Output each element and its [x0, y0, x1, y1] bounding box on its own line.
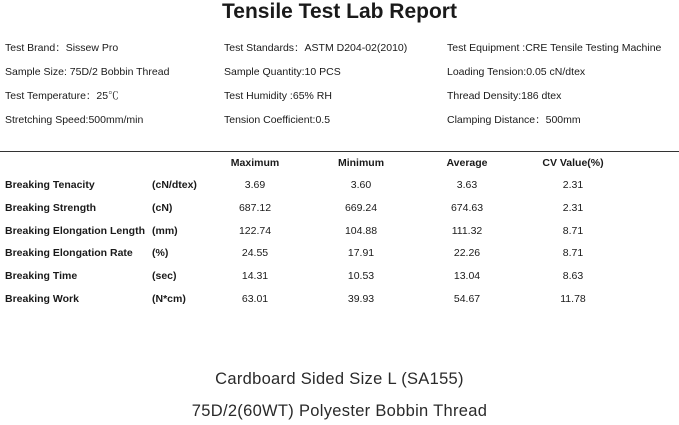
- test-parameters: [5, 41, 675, 137]
- cell-maximum: 14.31: [241, 270, 269, 283]
- spec-clamping-distance: Clamping Distance：500mm: [447, 114, 581, 126]
- cell-cv-value: 2.31: [562, 179, 584, 192]
- table-row: [0, 287, 648, 310]
- row-label: Breaking Tenacity: [5, 179, 95, 192]
- cell-maximum: 3.69: [244, 179, 266, 192]
- table-row: [0, 197, 648, 220]
- cell-maximum: 24.55: [241, 247, 269, 260]
- spec-thread-density: Thread Density:186 dtex: [447, 90, 562, 102]
- cell-average: 22.26: [453, 247, 481, 260]
- header-maximum: Maximum: [230, 157, 280, 169]
- header-minimum: Minimum: [337, 157, 385, 169]
- spec-stretching-speed: Stretching Speed:500mm/min: [5, 114, 144, 126]
- row-unit: (sec): [152, 270, 177, 283]
- cell-average: 54.67: [453, 292, 481, 305]
- row-label: Breaking Work: [5, 292, 79, 305]
- cell-minimum: 10.53: [347, 270, 375, 283]
- header-unit: [152, 152, 224, 174]
- spec-test-brand: Test Brand：Sissew Pro: [5, 42, 119, 54]
- spec-sample-size: Sample Size: 75D/2 Bobbin Thread: [5, 66, 170, 78]
- spec-test-standards: Test Standards：ASTM D204-02(2010): [224, 42, 408, 54]
- cell-cv-value: 8.71: [562, 224, 584, 237]
- cell-average: 111.32: [451, 224, 483, 237]
- cell-average: 13.04: [453, 270, 481, 283]
- product-name-line: Cardboard Sided Size L (SA155): [215, 370, 464, 388]
- header-cv-value: CV Value(%): [542, 157, 604, 169]
- table-row: [0, 219, 648, 242]
- cell-minimum: 104.88: [344, 224, 378, 237]
- cell-minimum: 669.24: [344, 202, 378, 215]
- cell-maximum: 63.01: [241, 292, 269, 305]
- results-table: [0, 152, 648, 310]
- row-unit: (cN/dtex): [152, 179, 197, 192]
- row-unit: (cN): [152, 202, 173, 215]
- cell-cv-value: 8.71: [562, 247, 584, 260]
- cell-maximum: 687.12: [238, 202, 272, 215]
- cell-average: 3.63: [456, 179, 478, 192]
- table-row: [0, 174, 648, 197]
- row-label: Breaking Elongation Rate: [5, 247, 133, 260]
- spec-test-humidity: Test Humidity :65% RH: [224, 90, 332, 102]
- cell-minimum: 17.91: [347, 247, 375, 260]
- cell-minimum: 39.93: [347, 292, 375, 305]
- header-average: Average: [446, 157, 488, 169]
- row-unit: (mm): [152, 224, 178, 237]
- cell-cv-value: 11.78: [560, 292, 586, 305]
- row-label: Breaking Strength: [5, 202, 97, 215]
- spec-tension-coefficient: Tension Coefficient:0.5: [224, 114, 331, 126]
- cell-cv-value: 8.63: [562, 270, 584, 283]
- product-spec-line: 75D/2(60WT) Polyester Bobbin Thread: [191, 402, 488, 420]
- spec-test-temperature: Test Temperature：25℃: [5, 90, 119, 102]
- row-unit: (N*cm): [152, 292, 186, 305]
- table-header-row: [0, 152, 648, 174]
- cell-average: 674.63: [450, 202, 484, 215]
- header-property: [0, 152, 152, 174]
- report-title: Tensile Test Lab Report: [222, 0, 457, 23]
- cell-cv-value: 2.31: [562, 202, 584, 215]
- row-label: Breaking Time: [5, 270, 78, 283]
- cell-minimum: 3.60: [350, 179, 372, 192]
- spec-test-equipment: Test Equipment :CRE Tensile Testing Machine: [447, 42, 662, 54]
- row-label: Breaking Elongation Length: [5, 224, 146, 237]
- cell-maximum: 122.74: [238, 224, 272, 237]
- table-row: [0, 265, 648, 288]
- spec-sample-quantity: Sample Quantity:10 PCS: [224, 66, 341, 78]
- spec-loading-tension: Loading Tension:0.05 cN/dtex: [447, 66, 586, 78]
- row-unit: (%): [152, 247, 169, 260]
- table-row: [0, 242, 648, 265]
